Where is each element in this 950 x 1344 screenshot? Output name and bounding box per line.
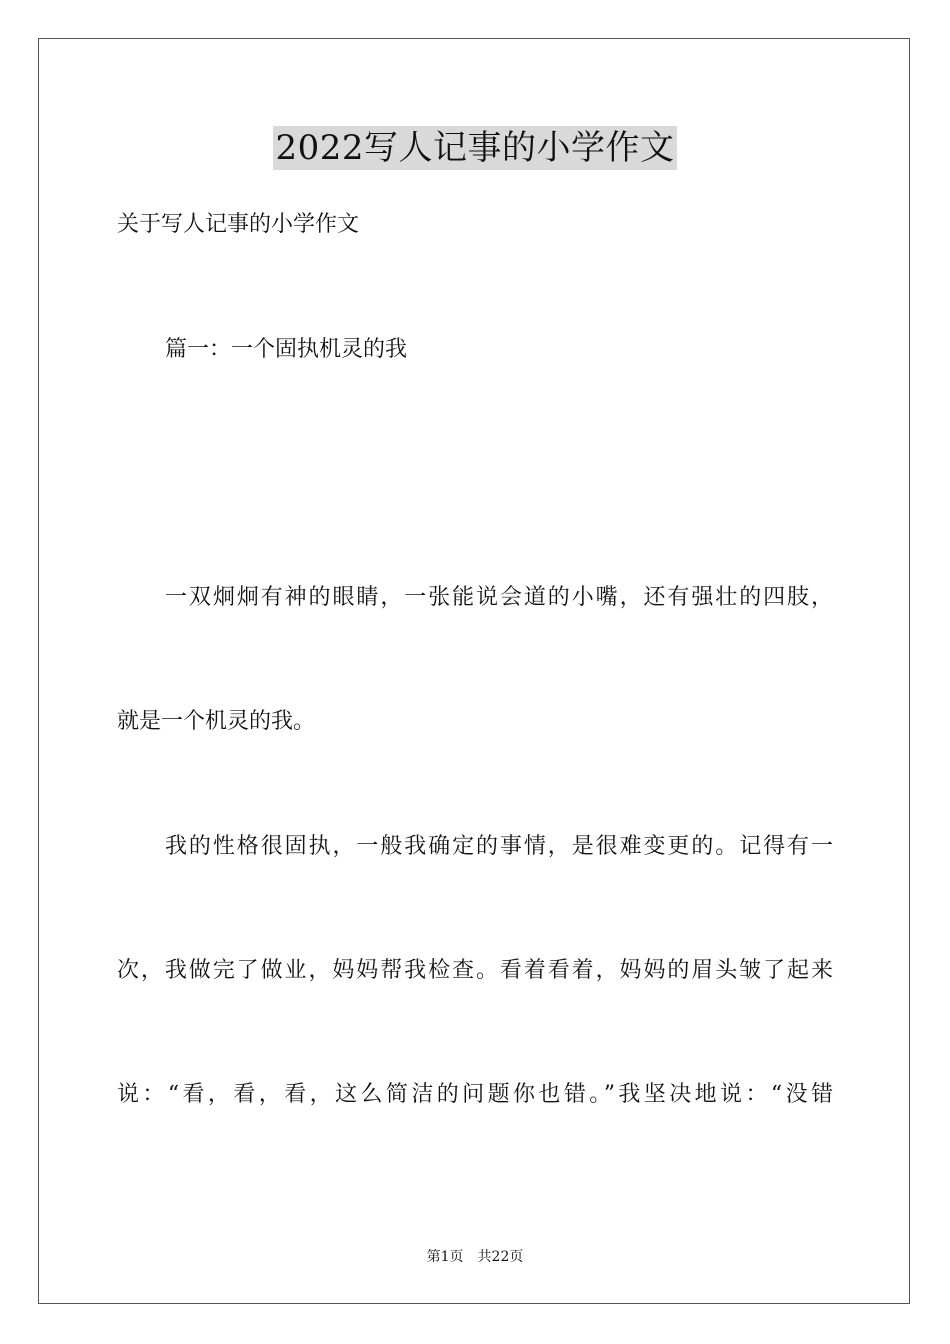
- section-heading: 篇一：一个固执机灵的我: [165, 337, 408, 362]
- page-number-current: 第1页: [426, 1249, 464, 1265]
- document-subtitle: 关于写人记事的小学作文: [117, 212, 360, 237]
- document-title: 2022写人记事的小学作文: [275, 128, 675, 168]
- title-container: [0, 126, 950, 170]
- paragraph-line-2: 就是一个机灵的我。: [117, 709, 316, 734]
- page-footer: [0, 1247, 950, 1267]
- paragraph-line-4: 次，我做完了做业，妈妈帮我检查。看着看着，妈妈的眉头皱了起来: [117, 958, 833, 983]
- paragraph-line-5: 说：“看，看，看，这么简洁的问题你也错。”我坚决地说：“没错: [117, 1082, 833, 1107]
- paragraph-line-3: 我的性格很固执，一般我确定的事情，是很难变更的。记得有一: [165, 834, 833, 859]
- page-number-total: 共22页: [477, 1249, 524, 1265]
- paragraph-line-1: 一双炯炯有神的眼睛，一张能说会道的小嘴，还有强壮的四肢，: [165, 585, 833, 610]
